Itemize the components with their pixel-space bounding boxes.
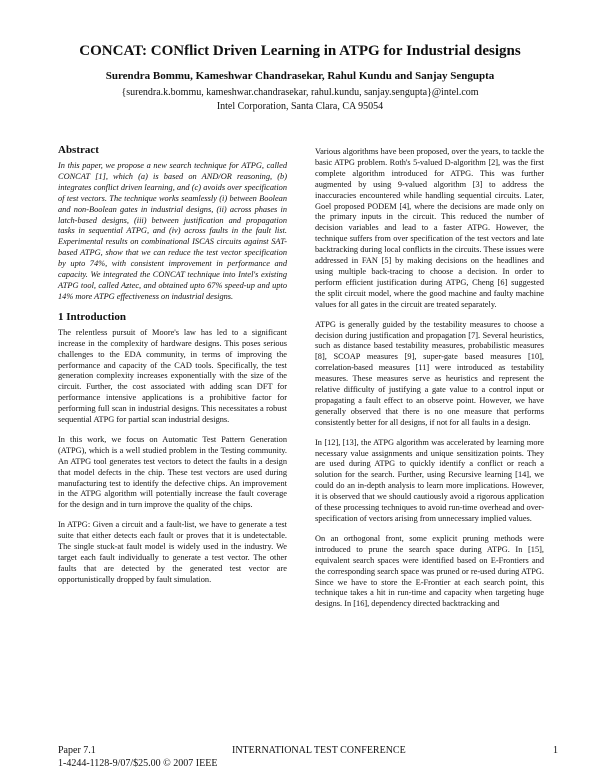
abstract-text: In this paper, we propose a new search technique for ATPG, called CONCAT [1], which (a) is based on AND/OR reasoning, (b) integrates conflict driven learning, and (c) avoids over specification of test vectors. The technique works seamlessly (i) between Boolean and non-Boolean gates in industrial designs, (ii) across phases in latch-based designs, (iii) between justification and propagation tasks in sequential ATPG, and (iv) across faults in the fault list. Experimental results on combinational ISCAS circuits against SAT-based ATPG, show that we can reduce the test vector specification by upto 74%, with consistent improvement in performance and capacity. We integrated the CONCAT technique into Intel's existing ATPG tool, called Aztec, and obtained upto 67% speed-up and upto 14% more ATPG effectiveness on industrial designs. bbox=[58, 161, 287, 301]
affiliation: Intel Corporation, Santa Clara, CA 95054 bbox=[216, 101, 384, 112]
conference-name: INTERNATIONAL TEST CONFERENCE bbox=[232, 745, 406, 756]
intro-paragraph-3: In ATPG: Given a circuit and a fault-list, we have to generate a test suite that either detects each fault or proves that it is undetectable. The single stuck-at fault model is widely used in the industry. We target each fault individually to generate a test vector. The other faults that are detected by the generated test vector are opportunistically dropped by fault simulation. bbox=[58, 520, 287, 584]
author-list: Surendra Bommu, Kameshwar Chandrasekar, Rahul Kundu and Sanjay Sengupta bbox=[105, 70, 495, 82]
introduction-heading: 1 Introduction bbox=[58, 310, 126, 323]
isbn-copyright: 1-4244-1128-9/07/$25.00 © 2007 IEEE bbox=[58, 758, 218, 769]
right-paragraph-1: Various algorithms have been proposed, over the years, to tackle the basic ATPG problem. Roth's 5-valued D-algorithm [2], was the first complete algorithm introduced for ATPG. This was further augmented by using 9-valued algorithm [3] to address the inaccuracies encountered while handling sequential circuits. Later, Goel proposed PODEM [4], where the decisions are made only on the primary inputs in the circuit. This reduced the number of decision variables and lead to a faster ATPG. However, the technique suffers from over specification of the test vectors and late backtracking during local conflicts in the circuits. These issues were addressed in FAN [5] by making decisions on the headlines and using multiple back-tracing to choose a decision. In order to perform efficient justification during ATPG, Cheng [6] suggested the split circuit model, where the good machine and faulty machine values for all gates in the circuit are treated separately. bbox=[315, 147, 544, 309]
right-column bbox=[315, 147, 544, 619]
right-paragraph-4: On an orthogonal front, some explicit pruning methods were introduced to prune the search space during ATPG. In [15], equivalent search spaces were identified based on E-Frontiers and the corresponding search space was pruned or re-used during ATPG. Since we have to store the E-Frontier at each search point, this technique takes a hit in run-time and capacity when targeting huge designs. In [16], dependency directed backtracking and bbox=[315, 533, 544, 609]
author-emails: {surendra.k.bommu, kameshwar.chandrasekar, rahul.kundu, sanjay.sengupta}@intel.com bbox=[121, 87, 479, 98]
right-paragraph-3: In [12], [13], the ATPG algorithm was accelerated by learning more necessary value assignments and unique sensitization points. They are used during ATPG to quickly identify a conflict or reach a solution for the search. Further, using Recursive learning [14], we could do an in-depth analysis to learn more implications. However, it is observed that we should cautiously avoid a rigorous application of these processing techniques to avoid run-time overhead and over-specification of vectors arising from unnecessary implied values. bbox=[315, 437, 544, 523]
isbn-line bbox=[58, 758, 558, 769]
paper-number: Paper 7.1 bbox=[58, 745, 96, 756]
right-paragraph-2: ATPG is generally guided by the testability measures to choose a decision during justification and propagation [7]. Several heuristics, such as distance based testability measures, probabilistic measures [8], SCOAP measures [9], super-gate based measures [10], correlation-based measures [11] were introduced as testability measures. These measures serve as heuristics and represent the relative difficulty of justifying a gate value to a control input or propagating a fault effect to an observe point. However, we have generally observed that there is no one measure that performs consistently better for all designs, if not for all faults in a design. bbox=[315, 319, 544, 427]
abstract-heading: Abstract bbox=[58, 144, 99, 156]
page-number: 1 bbox=[553, 745, 558, 756]
left-column bbox=[58, 144, 287, 595]
intro-paragraph-1: The relentless pursuit of Moore's law has led to a significant increase in the complexity of hardware designs. This poses serious challenges to the EDA community, in terms of improving the performance and capacity of the CAD tools. Specifically, the test generation complexity increases exponentially with the size of the circuit. Further, the cost associated with adding scan DFT for performance intensive applications is a prohibitive factor for performing full scan in industrial designs. This necessitates a robust sequential ATPG for partial scan industrial designs. bbox=[58, 327, 287, 425]
intro-paragraph-2: In this work, we focus on Automatic Test Pattern Generation (ATPG), which is a well studied problem in the Testing community. An ATPG tool generates test vectors to detect the faults in a design that model defects in the chip. These test vectors are used during manufacturing test to identify the defective chips. An improvement in the ATPG algorithm will potentially increase the fault coverage for the design and in turn improve the quality of the chips. bbox=[58, 434, 287, 510]
footer-line bbox=[58, 745, 558, 756]
paper-title: CONCAT: CONflict Driven Learning in ATPG for Industrial designs bbox=[79, 43, 521, 59]
